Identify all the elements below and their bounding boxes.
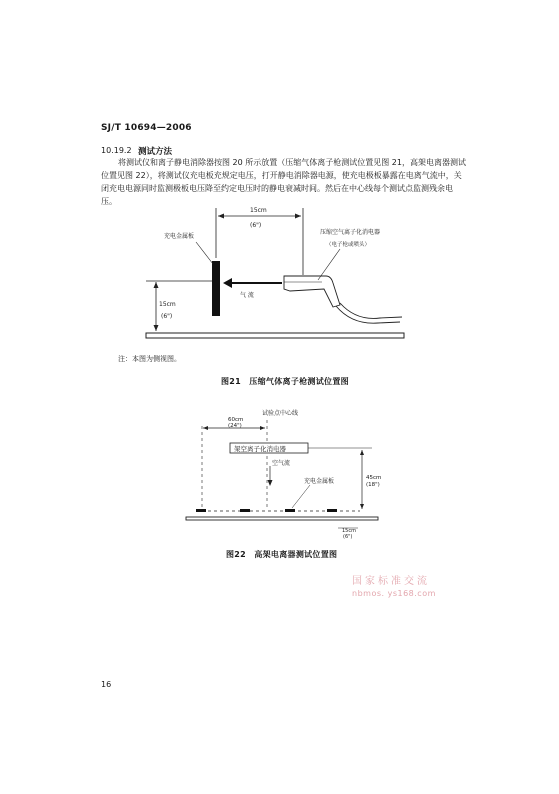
figure22-bottom-dim-label: 15cm bbox=[342, 528, 356, 534]
figure22-horiz-dim-label: 60cm bbox=[228, 417, 244, 423]
figure22-table bbox=[186, 517, 378, 520]
figure22-horiz-dim-inch: (24") bbox=[228, 423, 242, 429]
section-title: 测试方法 bbox=[138, 147, 173, 157]
paragraph-line: 压。 bbox=[101, 197, 117, 206]
figure22-ionizer-label: 架空离子化消电器 bbox=[234, 445, 286, 453]
figure21-gun-sublabel: （电子枪或喷头） bbox=[326, 242, 371, 248]
paragraph-line: 闭充电电源同时监测极板电压降至约定电压时的静电衰减时间。然后在中心线每个测试点监测残余电 bbox=[101, 184, 453, 193]
watermark-text: 国家标准交流 bbox=[352, 576, 430, 587]
figure21-airflow-label: 气 流 bbox=[240, 292, 254, 299]
figure21-caption: 图21 压缩气体离子枪测试位置图 bbox=[221, 377, 349, 386]
figure21-gun-label: 压缩空气离子化消电器 bbox=[320, 229, 381, 236]
page-number: 16 bbox=[101, 680, 112, 689]
figure22-plate bbox=[285, 509, 295, 512]
figure22-airflow-label: 空气流 bbox=[272, 460, 291, 467]
figure21-note: 注：本图为侧视图。 bbox=[118, 355, 181, 363]
figure22-plate bbox=[327, 509, 337, 512]
figure21-horiz-dim-label: 15cm bbox=[250, 207, 267, 214]
figure22-plate bbox=[240, 509, 250, 512]
watermark-url: nbmos. ys168.com bbox=[352, 589, 436, 598]
figure21-plate-label: 充电金属板 bbox=[164, 233, 195, 240]
figure22-plate-label: 充电金属板 bbox=[304, 478, 335, 485]
figure22-caption: 图22 高架电离器测试位置图 bbox=[226, 550, 338, 559]
figure22-center-line-label: 试验点中心线 bbox=[262, 410, 299, 417]
paragraph-line: 将测试仪和离子静电消除器按图 20 所示放置（压缩气体离子枪测试位置见图 21，高架电离器测试 bbox=[118, 158, 466, 167]
figure22-vert-dim-inch: (18") bbox=[366, 482, 380, 488]
figure21-vert-dim-label: 15cm bbox=[159, 301, 176, 308]
paragraph-line: 位置见图 22），将测试仪充电板充规定电压，打开静电消除器电源，使充电极板暴露在电离气流中，关 bbox=[101, 171, 462, 180]
figure21-horiz-dim-inch: (6") bbox=[250, 222, 262, 229]
figure21-vert-dim-inch: (6") bbox=[161, 313, 173, 320]
figure22-plate bbox=[196, 509, 206, 512]
standard-code: SJ/T 10694—2006 bbox=[101, 123, 192, 133]
figure22-vert-dim-label: 45cm bbox=[366, 475, 382, 481]
figure22-bottom-dim-inch: (6") bbox=[343, 534, 353, 540]
section-number: 10.19.2 bbox=[101, 146, 132, 155]
